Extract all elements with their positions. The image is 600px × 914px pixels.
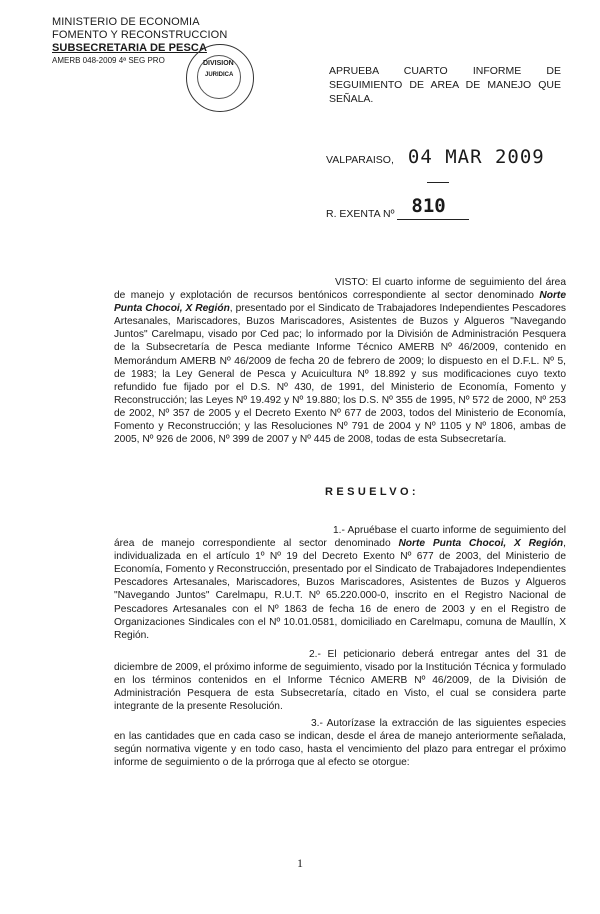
visto-text-c: , presentado por el Sindicato de Trabajadores Independientes Pescadores Artesanales, Mariscadores, Buzos Mariscadores, Asistentes de Buzos y Algueros "Navegando Juntos" Carelmapu, visado por Ced pac; lo informado por la División de Administración Pesquera de la Subsecretaría de Pesca mediante Informe Técnico AMERB Nº 46/2009, contenido en Memorándum AMERB Nº 46/2009 de fecha 20 de febrero de 2009; lo dispuesto en el D.F.L. Nº 5, de 1983; la Ley General de Pesca y Acuicultura Nº 18.892 y sus modificaciones cuyo texto refundido fue fijado por el D.S. Nº 430, de 1991, del Ministerio de Economía, Fomento y Reconstrucción; las Leyes Nº 19.492 y Nº 19.880; los D.S. Nº 355 de 1995, Nº 572 de 2000, Nº 253 de 2002, Nº 357 de 2005 y el Decreto Exento Nº 677 de 2003, todos del Ministerio de Economía, Fomento y Reconstrucción; y las Resoluciones Nº 791 de 2004 y Nº 1105 y Nº 1806, ambas de 2005, Nº 926 de 2006, Nº 399 de 2007 y Nº 445 de 2008, todas de esta Subsecretaría. bbox=[114, 303, 566, 446]
subsecretaria-name: SUBSECRETARIA DE PESCA bbox=[52, 42, 207, 54]
point-1-text-a: 1.- Apruébase el cuarto informe de seguimiento del área de manejo correspondiente al sector denominado bbox=[114, 525, 566, 550]
reference-code: AMERB 048-2009 4ª SEG PRO bbox=[52, 56, 165, 65]
resolution-label: R. EXENTA Nº bbox=[326, 208, 395, 220]
resuelvo-heading: RESUELVO: bbox=[325, 486, 419, 498]
place-name: VALPARAISO, bbox=[326, 154, 394, 166]
place-date-row bbox=[326, 146, 545, 168]
resolution-point-2: 2.- El peticionario deberá entregar antes del 31 de diciembre de 2009, el próximo informe de seguimiento, visado por la Institución Técnica y formulado en los términos contenidos en el Informe Técnico AMERB Nº 46/2009, de la División de Administración Pesquera de esta Subsecretaría, citado en Visto, el cual se considera parte integrante de la presente Resolución. bbox=[114, 649, 566, 713]
visto-paragraph bbox=[114, 276, 566, 446]
point-1-text-c: , individualizada en el artículo 1º Nº 19 del Decreto Exento Nº 677 de 2003, del Ministerio de Economía, Fomento y Reconstrucción, presentado por el Sindicato de Trabajadores Independientes Pescadores Artesanales, Mariscadores, Buzos Mariscadores, Asistentes de Buzos y Algueros "Navegando Juntos" Carelmapu, R.U.T. Nº 65.220.000-0, inscrito en el Registro Nacional de Pescadores Artesanales con el Nº 1863 de fecha 16 de enero de 2003 y en el Registro de Organizaciones Sindicales con el Nº 10.01.0581, domiciliado en Carelmapu, comuna de Maullín, X Región. bbox=[114, 538, 566, 641]
visto-text-a: VISTO: El cuarto informe de seguimiento del área de manejo y explotación de recursos bentónicos correspondiente al sector denominado bbox=[114, 277, 566, 302]
page-number: 1 bbox=[297, 856, 303, 870]
resolution-number-row bbox=[326, 195, 469, 220]
subject-line-2: SEGUIMIENTO DE AREA DE MANEJO QUE bbox=[329, 79, 561, 91]
visto-sector-name: Norte Punta Chocoi, X Región bbox=[114, 290, 566, 315]
ministry-name: MINISTERIO DE ECONOMIA bbox=[52, 16, 200, 28]
stamp-text-juridica: JURIDICA bbox=[205, 72, 234, 78]
resolution-point-3: 3.- Autorízase la extracción de las siguientes especies en las cantidades que en cada caso se indican, desde el área de manejo anteriormente señalada, según normativa vigente y en todo caso, hasta el vencimiento del plazo para entregar el próximo informe de seguimiento o de la prórroga que al efecto se otorgue: bbox=[114, 718, 566, 769]
resolution-number: 810 bbox=[411, 195, 446, 217]
stamp-text-division: DIVISION bbox=[203, 60, 234, 67]
point-1-sector-name: Norte Punta Chocoi, X Región bbox=[398, 538, 564, 550]
subject-line-1: APRUEBA CUARTO INFORME DE bbox=[329, 65, 561, 77]
subject-block bbox=[329, 64, 561, 106]
resolution-dash bbox=[427, 182, 449, 183]
date-stamp: 04 MAR 2009 bbox=[407, 146, 545, 168]
subject-line-3: SEÑALA. bbox=[329, 93, 374, 105]
resolution-number-field bbox=[397, 195, 469, 220]
resolution-point-1 bbox=[114, 524, 566, 642]
ministry-subname: FOMENTO Y RECONSTRUCCION bbox=[52, 29, 228, 41]
official-stamp bbox=[186, 44, 254, 112]
